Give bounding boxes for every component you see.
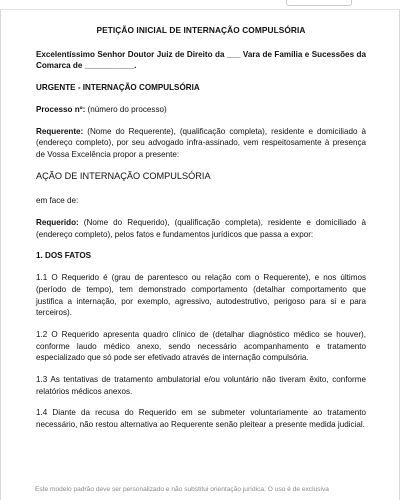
paragraph-1-1: 1.1 O Requerido é (grau de parentesco ou relação com o Requerente), e nos últimos (período de tempo), tem demonstrado comportamento (detalhar comportamento que justifica a internação, por exemplo, agressivo, autodestrutivo, perigoso para si e para terceiros). [36, 273, 366, 318]
toolbar-tab[interactable] [286, 0, 352, 6]
section-heading-facts: 1. DOS FATOS [36, 251, 92, 261]
paragraph-1-4: 1.4 Diante da recusa do Requerido em se submeter voluntariamente ao tratamento necessário, não restou alternativa ao Requerente senão pleitear a presente medida judicial. [36, 408, 366, 430]
document-body [36, 25, 366, 431]
paragraph-1-3: 1.3 As tentativas de tratamento ambulatorial e/ou voluntário não tiveram êxito, conforme relatórios médicos anexos. [36, 375, 366, 396]
requerente-label: Requerente: [36, 126, 84, 136]
document-title: PETIÇÃO INICIAL DE INTERNAÇÃO COMPULSÓRIA [96, 25, 306, 35]
process-value: (número do processo) [85, 104, 167, 114]
paragraph-1-2: 1.2 O Requerido apresenta quadro clínico de (detalhar diagnóstico médico se houver), conforme laudo médico anexo, sendo necessário acompanhamento e tratamento especializado que só pode ser efetivado através de internação compulsória. [36, 329, 366, 363]
requerido-label: Requerido: [36, 218, 79, 228]
top-toolbar-strip [0, 0, 400, 9]
urgent-heading: URGENTE - INTERNAÇÃO COMPULSÓRIA [36, 83, 200, 93]
process-label: Processo nº: [36, 104, 86, 114]
disclaimer-footer: Este modelo padrão deve ser personalizado e não substitui orientação jurídica. O uso é de exclusiva [35, 486, 329, 493]
action-title: AÇÃO DE INTERNAÇÃO COMPULSÓRIA [36, 170, 211, 181]
process-number-line [36, 104, 366, 116]
document-page [0, 9, 400, 500]
court-address: Excelentíssimo Senhor Doutor Juiz de Direito da ___ Vara de Família e Sucessões da Comarca de ___________. [36, 49, 366, 71]
em-face-line: em face de: [36, 196, 79, 206]
requerido-text: (Nome do Requerido), (qualificação completa), residente e domiciliado à (endereço completo), pelos fatos e fundamentos jurídicos que passa a expor: [36, 218, 366, 239]
requerente-paragraph [36, 126, 366, 161]
requerido-paragraph [36, 217, 366, 240]
requerente-text: (Nome do Requerente), (qualificação completa), residente e domiciliado à (endereço completo), por seu advogado infra-assinado, vem respeitosamente à presença de Vossa Excelência propor a presente: [36, 126, 366, 159]
